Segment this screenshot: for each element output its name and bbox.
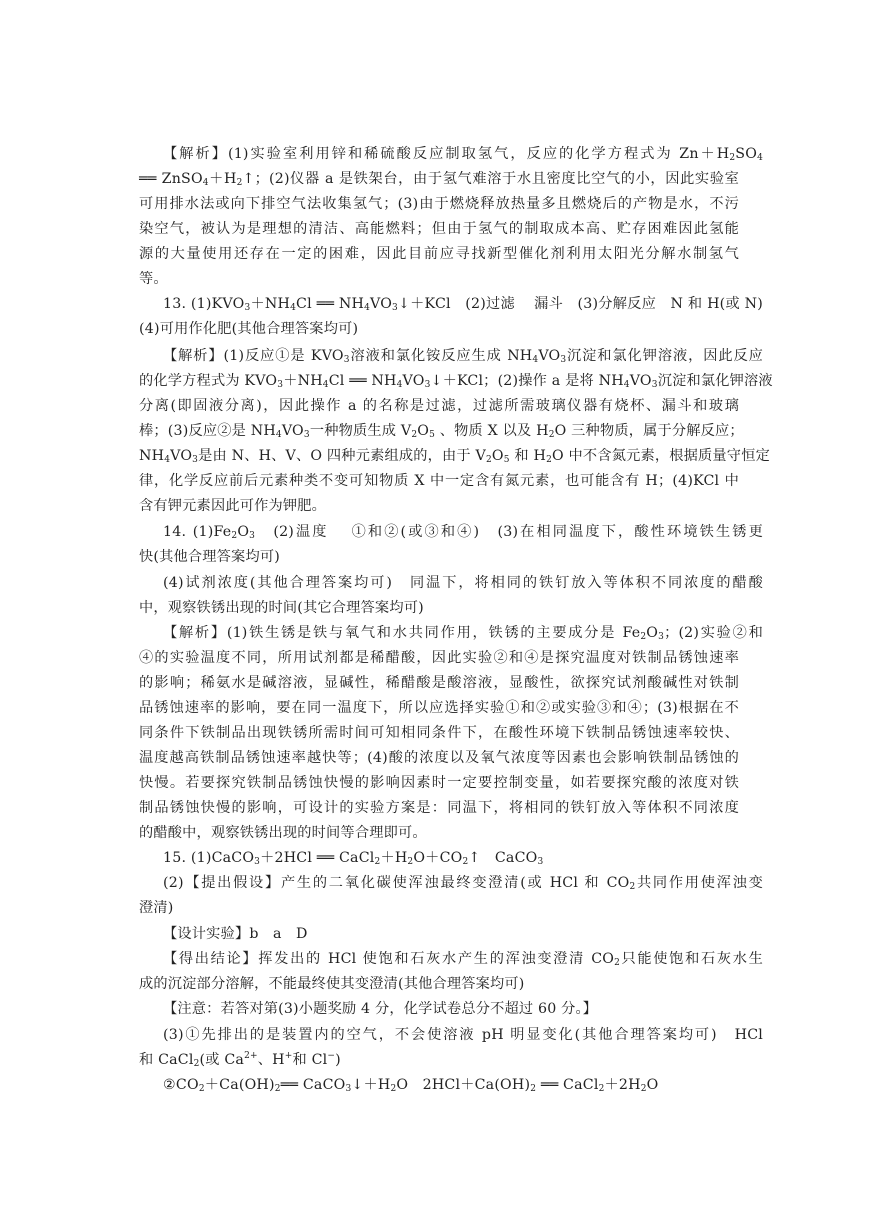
- text-line: 温度越高铁制品锈蚀速率越快等；(4)酸的浓度以及氧气浓度等因素也会影响铁制品锈蚀的: [139, 750, 739, 766]
- text-line: 【解析】(1)铁生锈是铁与氧气和水共同作用，铁锈的主要成分是 $Fe_2O_3$；(2)实验②和: [163, 625, 763, 642]
- text-line: 分离(即固液分离)，因此操作 a 的名称是过滤，过滤所需玻璃仪器有烧杯、漏斗和玻璃: [139, 398, 739, 414]
- text-line: (3)①先排出的是装置内的空气，不会使溶液 pH 明显变化(其他合理答案均可) HCl: [163, 1027, 763, 1043]
- text-line: 成的沉淀部分溶解，不能最终使其变澄清(其他合理答案均可): [139, 976, 525, 992]
- text-line: 律，化学反应前后元素种类不变可知物质 X 中一定含有氮元素，也可能含有 H；(4)KCl 中: [139, 473, 739, 489]
- text-line: 【注意：若答对第(3)小题奖励 4 分，化学试卷总分不超过 60 分。】: [163, 1001, 598, 1017]
- text-line: 【解析】(1)实验室利用锌和稀硫酸反应制取氢气，反应的化学方程式为 $Zn+H_2SO_4$: [163, 146, 763, 163]
- text-line: 含有钾元素因此可作为钾肥。: [139, 498, 327, 514]
- text-line: 15. (1)CaCO$_3$＋2HCl ══ $CaCl_2+H_2O+CO_2↑$ CaCO$_3$: [163, 850, 544, 867]
- text-line: (2)【提出假设】产生的二氧化碳使浑浊最终变澄清(或 HCl 和 $CO_2$共同作用使浑浊变: [163, 875, 763, 892]
- text-line: 14. $(1)Fe_2O_3$ (2)温度 ①和②(或③和④) (3)在相同温度下，酸性环境铁生锈更: [163, 524, 763, 541]
- text-line: 13. $(1)KVO_3+NH_4Cl$ ══ $NH_4VO_3↓+KCl$ (2)过滤 漏斗 (3)分解反应 N 和 H(或 N): [163, 296, 764, 313]
- text-line: 的醋酸中，观察铁锈出现的时间等合理即可。: [139, 825, 427, 841]
- text-line: 【设计实验】b a D: [163, 926, 308, 942]
- text-line: 染空气，被认为是理想的清洁、高能燃料；但由于氢气的制取成本高、贮存困难因此氢能: [139, 221, 739, 237]
- text-line: (4)可用作化肥(其他合理答案均可): [139, 321, 359, 337]
- text-line: 的影响；稀氨水是碱溶液，显碱性，稀醋酸是酸溶液，显酸性，欲探究试剂酸碱性对铁制: [139, 675, 739, 691]
- text-line: $②CO_2+Ca(OH)_2══$ $CaCO_3↓+H_2O$ $2HCl+Ca(OH)_2$ ══ $CaCl_2+2H_2O$: [163, 1077, 659, 1094]
- text-line: 可用排水法或向下排空气法收集氢气；(3)由于燃烧释放热量多且燃烧后的产物是水，不污: [139, 196, 739, 212]
- text-line: $NH_4VO_3$是由 N、H、V、O 四种元素组成的，由于 $V_2O_5$ 和 $H_2O$ 中不含氮元素，根据质量守恒定: [139, 448, 770, 465]
- text-line: ④的实验温度不同，所用试剂都是稀醋酸，因此实验②和④是探究温度对铁制品锈蚀速率: [139, 650, 739, 666]
- text-line: 【得出结论】挥发出的 HCl 使饱和石灰水产生的浑浊变澄清 $CO_2$只能使饱和石灰水生: [163, 951, 763, 968]
- text-line: (4)试剂浓度(其他合理答案均可) 同温下，将相同的铁钉放入等体积不同浓度的醋酸: [163, 575, 763, 591]
- text-line: 源的大量使用还存在一定的困难，因此目前应寻找新型催化剂利用太阳光分解水制氢气: [139, 246, 739, 262]
- text-line: 等。: [139, 271, 168, 287]
- text-line: ══ $ZnSO_4+H_2↑$；(2)仪器 a 是铁架台，由于氢气难溶于水且密度比空气的小，因此实验室: [139, 171, 739, 188]
- text-line: 澄清): [139, 900, 174, 916]
- text-line: 【解析】(1)反应①是 $KVO_3$溶液和氯化铵反应生成 $NH_4VO_3$沉淀和氯化钾溶液，因此反应: [163, 348, 763, 365]
- text-line: 棒；(3)反应②是 $NH_4VO_3$一种物质生成 $V_2O_5$ 、物质 X 以及 $H_2O$ 三种物质，属于分解反应；: [139, 423, 744, 440]
- text-line: 快慢。若要探究铁制品锈蚀快慢的影响因素时一定要控制变量，如若要探究酸的浓度对铁: [139, 775, 739, 791]
- text-line: 的化学方程式为 $KVO_3+NH_4Cl$ ══ $NH_4VO_3↓+KCl$；(2)操作 a 是将 $NH_4VO_3$沉淀和氯化钾溶液: [139, 373, 773, 390]
- text-line: 快(其他合理答案均可): [139, 549, 280, 565]
- text-line: 制品锈蚀快慢的影响，可设计的实验方案是：同温下，将相同的铁钉放入等体积不同浓度: [139, 800, 739, 816]
- text-line: 品锈蚀速率的影响，要在同一温度下，所以应选择实验①和②或实验③和④；(3)根据在不: [139, 700, 739, 716]
- text-line: 中，观察铁锈出现的时间(其它合理答案均可): [139, 600, 424, 616]
- text-line: 同条件下铁制品出现铁锈所需时间可知相同条件下，在酸性环境下铁制品锈蚀速率较快、: [139, 725, 739, 741]
- text-line: 和 CaCl$_2$(或 $Ca^{2+}$、H+和 Cl−): [139, 1051, 341, 1069]
